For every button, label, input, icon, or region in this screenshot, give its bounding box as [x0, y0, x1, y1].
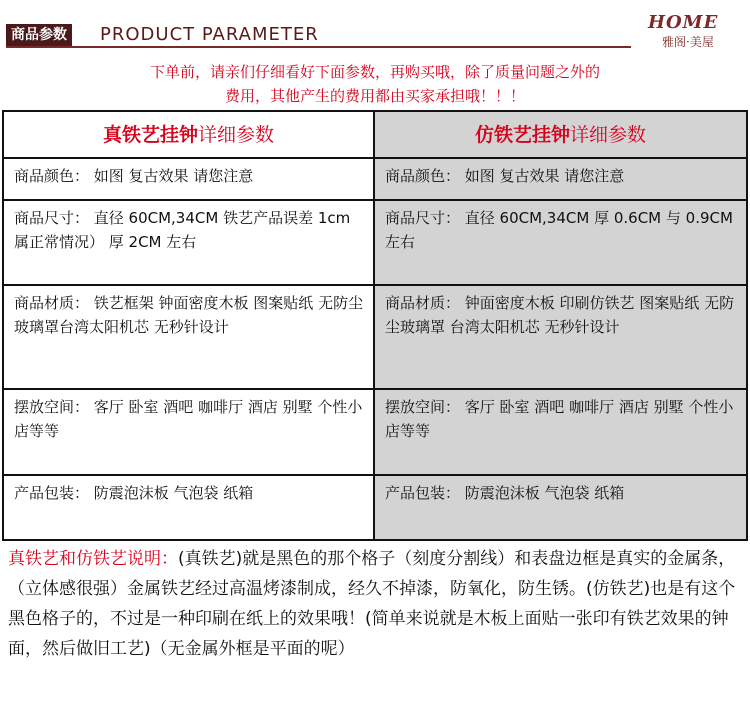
- real-iron-heading-strong: 真铁艺挂钟: [102, 123, 198, 146]
- explanation-body: (真铁艺)就是黑色的那个格子（刻度分割线）和表盘边框是真实的金属条，（立体感很强）金属铁艺经过高温烤漆制成，经久不掉漆，防氧化，防生锈。(仿铁艺)也是有这个黑色格子的，不过是一种印刷在纸上的效果哦！(简单来说就是木板上面贴一张印有铁艺效果的钟面，然后做旧工艺)（无金属外框是平面的呢）: [8, 549, 736, 659]
- real-iron-material: 商品材质： 铁艺框架 钟面密度木板 图案贴纸 无防尘玻璃罩台湾太阳机芯 无秒针设计: [4, 286, 373, 390]
- real-iron-heading-rest: 详细参数: [198, 123, 275, 146]
- notice-line-1: 下单前，请亲们仔细看好下面参数，再购买哦，除了质量问题之外的: [149, 63, 600, 81]
- header-rule: [6, 46, 631, 48]
- real-iron-color: 商品颜色： 如图 复古效果 请您注意: [4, 159, 373, 201]
- real-iron-space: 摆放空间： 客厅 卧室 酒吧 咖啡厅 酒店 别墅 个性小店等等: [4, 390, 373, 476]
- imitation-iron-material: 商品材质： 钟面密度木板 印刷仿铁艺 图案贴纸 无防尘玻璃罩 台湾太阳机芯 无秒针设计: [375, 286, 746, 390]
- real-iron-size: 商品尺寸： 直径 60CM,34CM 铁艺产品误差 1cm 属正常情况） 厚 2CM 左右: [4, 201, 373, 286]
- parameter-table: [2, 110, 748, 541]
- real-iron-package: 产品包装： 防震泡沫板 气泡袋 纸箱: [14, 484, 254, 502]
- logo-word: HOME: [648, 12, 719, 33]
- section-title: PRODUCT PARAMETER: [100, 24, 319, 45]
- imitation-iron-heading-rest: 详细参数: [570, 123, 647, 146]
- imitation-iron-heading: [375, 112, 746, 159]
- logo-subtitle: 雅阁·美屋: [662, 35, 714, 49]
- real-iron-heading: [4, 112, 373, 159]
- imitation-iron-size: 商品尺寸： 直径 60CM,34CM 厚 0.6CM 与 0.9CM 左右: [375, 201, 746, 286]
- notice-line-2: 费用，其他产生的费用都由买家承担哦！！！: [224, 87, 525, 105]
- explanation-lead: 真铁艺和仿铁艺说明：: [8, 549, 178, 569]
- order-notice: [60, 60, 690, 108]
- imitation-iron-package: 产品包装： 防震泡沫板 气泡袋 纸箱: [385, 484, 625, 502]
- imitation-iron-heading-strong: 仿铁艺挂钟: [474, 123, 570, 146]
- iron-explanation: [8, 544, 744, 664]
- section-tag: 商品参数: [6, 24, 72, 46]
- real-iron-column: [4, 112, 375, 539]
- imitation-iron-color: 商品颜色： 如图 复古效果 请您注意: [375, 159, 746, 201]
- imitation-iron-column: [375, 112, 746, 539]
- imitation-iron-space: 摆放空间： 客厅 卧室 酒吧 咖啡厅 酒店 别墅 个性小店等等: [375, 390, 746, 476]
- brand-logo: [640, 12, 744, 48]
- header: [0, 0, 750, 50]
